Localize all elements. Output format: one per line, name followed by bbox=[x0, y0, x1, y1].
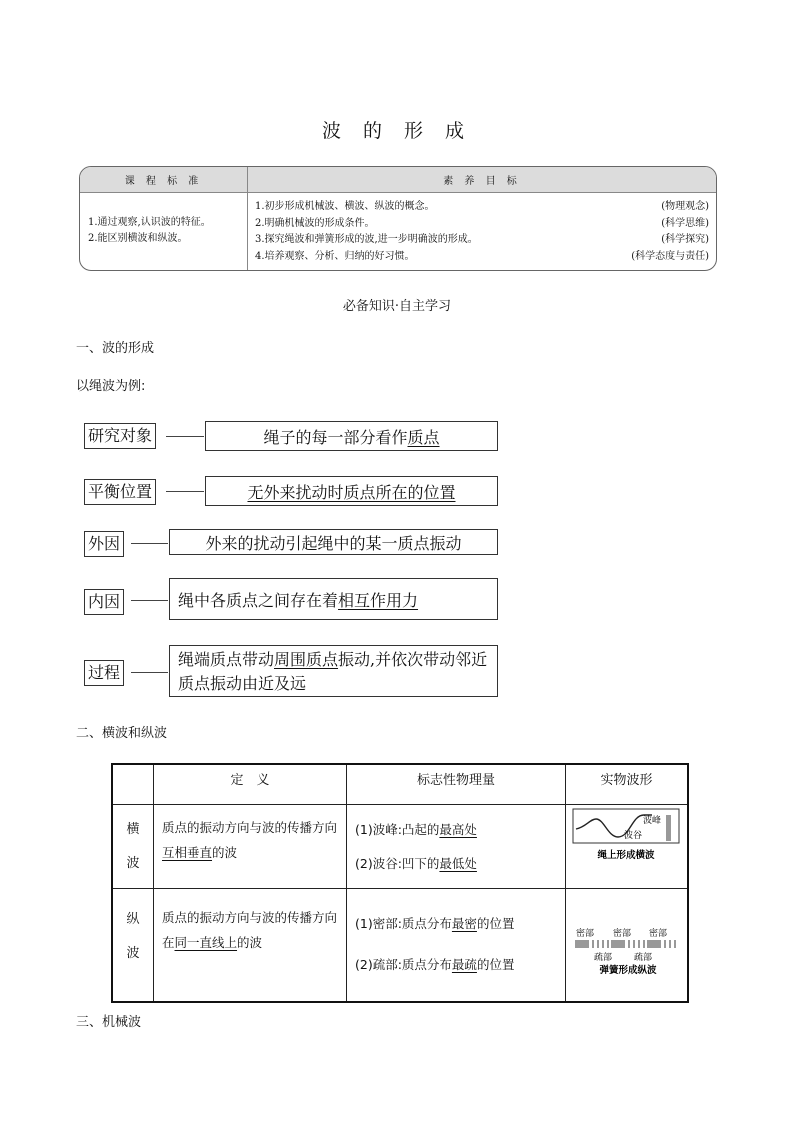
quantity-text: (1)密部:质点分布 bbox=[355, 915, 452, 931]
definition-key: 互相垂直 bbox=[162, 844, 213, 860]
definition-text: 质点的振动方向与波的传播方向在 bbox=[162, 909, 338, 950]
concept-key: 相互作用力 bbox=[338, 590, 419, 610]
concept-text: 绳中各质点之间存在着 bbox=[178, 590, 339, 610]
standards-divider bbox=[247, 167, 248, 270]
concept-tag: 研究对象 bbox=[84, 423, 156, 449]
concept-tag: 平衡位置 bbox=[84, 479, 156, 505]
rope-wave-caption: 绳上形成横波 bbox=[597, 849, 655, 861]
goal-list bbox=[255, 199, 709, 265]
connector-line bbox=[131, 672, 168, 673]
row-label-char: 纵 bbox=[126, 911, 140, 927]
goal-text: 2.明确机械波的形成条件。 bbox=[255, 217, 375, 229]
section-heading-formation: 一、波的形成 bbox=[76, 341, 155, 356]
quantity-text: (2)波谷:凹下的 bbox=[355, 855, 440, 871]
sparse-label: 疏部 bbox=[594, 952, 613, 963]
row-label-char: 波 bbox=[126, 855, 140, 871]
quantity-key: 最疏 bbox=[451, 956, 477, 972]
connector-line bbox=[166, 491, 204, 492]
definition-text: 的波 bbox=[212, 844, 238, 860]
connector-line bbox=[131, 543, 168, 544]
longitudinal-definition bbox=[154, 888, 347, 1002]
definition-text: 质点的振动方向与波的传播方向 bbox=[162, 819, 338, 835]
longitudinal-quantities bbox=[347, 888, 566, 1002]
concept-tag: 外因 bbox=[84, 531, 124, 557]
header-definition: 定 义 bbox=[154, 764, 347, 804]
connector-line bbox=[131, 600, 168, 601]
definition-text: 的波 bbox=[237, 934, 263, 950]
goal-text: 3.探究绳波和弹簧形成的波,进一步明确波的形成。 bbox=[255, 234, 478, 245]
course-item: 1.通过观察,认识波的特征。 bbox=[88, 217, 211, 228]
transverse-definition bbox=[154, 804, 347, 888]
concept-box bbox=[169, 578, 498, 620]
standards-box bbox=[79, 166, 717, 271]
goal-tag: (科学思维) bbox=[661, 217, 709, 229]
literacy-goal-header: 素 养 目 标 bbox=[248, 167, 716, 193]
concept-box bbox=[169, 645, 498, 697]
section-subtitle: 必备知识·自主学习 bbox=[342, 299, 452, 314]
longitudinal-figure-cell bbox=[566, 888, 689, 1002]
goal-item bbox=[255, 232, 709, 249]
dense-label: 密部 bbox=[613, 928, 632, 939]
concept-key: 周围质点 bbox=[274, 650, 339, 669]
spring-coils bbox=[576, 940, 675, 948]
quantity-key: 最高处 bbox=[439, 821, 477, 837]
quantity-text: 的位置 bbox=[476, 915, 515, 931]
concept-key: 质点 bbox=[407, 427, 440, 447]
crest-label: 波峰 bbox=[643, 815, 662, 826]
row-label-char: 波 bbox=[126, 945, 140, 961]
goal-item bbox=[255, 216, 709, 233]
section-heading-wave-types: 二、横波和纵波 bbox=[76, 726, 168, 741]
corner-cell bbox=[112, 764, 154, 804]
header-waveform: 实物波形 bbox=[566, 764, 689, 804]
goal-text: 4.培养观察、分析、归纳的好习惯。 bbox=[255, 250, 415, 262]
quantity-key: 最低处 bbox=[439, 855, 477, 871]
transverse-figure-cell bbox=[566, 804, 689, 888]
concept-box bbox=[205, 421, 498, 451]
quantity-text: (2)疏部:质点分布 bbox=[355, 956, 452, 972]
page-title: 波 的 形 成 bbox=[321, 120, 473, 142]
concept-box bbox=[205, 476, 498, 506]
goal-tag: (物理观念) bbox=[661, 201, 709, 212]
sparse-label: 疏部 bbox=[634, 952, 653, 963]
course-standard-header: 课 程 标 准 bbox=[80, 167, 247, 193]
concept-key: 无外来扰动时质点所在的位置 bbox=[247, 482, 456, 502]
goal-item bbox=[255, 199, 709, 216]
concept-box bbox=[169, 529, 498, 555]
rope-wave-figure bbox=[566, 805, 685, 885]
quantity-text: 的位置 bbox=[476, 956, 515, 972]
goal-tag: (科学探究) bbox=[661, 234, 709, 245]
concept-tag: 过程 bbox=[84, 660, 124, 686]
trough-label: 波谷 bbox=[624, 830, 643, 841]
concept-text: 外来的扰动引起绳中的某一质点振动 bbox=[205, 533, 462, 553]
concept-text: 绳子的每一部分看作 bbox=[263, 427, 408, 447]
spring-wave-figure bbox=[566, 889, 685, 1001]
quantity-key: 最密 bbox=[451, 915, 477, 931]
spring-wave-caption: 弹簧形成纵波 bbox=[599, 964, 657, 976]
concept-text: 振动,并依次带动邻近质点振动由近及远 bbox=[178, 650, 488, 693]
goal-tag: (科学态度与责任) bbox=[631, 250, 709, 262]
concept-tag: 内因 bbox=[84, 589, 124, 615]
row-label-char: 横 bbox=[126, 821, 140, 837]
course-item: 2.能区别横波和纵波。 bbox=[88, 233, 188, 244]
goal-item bbox=[255, 249, 709, 266]
connector-line bbox=[166, 436, 204, 437]
goal-text: 1.初步形成机械波、横波、纵波的概念。 bbox=[255, 201, 435, 212]
row-label-longitudinal bbox=[112, 888, 154, 1002]
row-label-transverse bbox=[112, 804, 154, 888]
wave-type-table bbox=[111, 763, 689, 1003]
section-heading-mechanical-wave: 三、机械波 bbox=[76, 1015, 142, 1030]
transverse-quantities bbox=[347, 804, 566, 888]
rope-wave-intro: 以绳波为例: bbox=[76, 379, 146, 394]
definition-key: 同一直线上 bbox=[174, 934, 238, 950]
concept-text: 绳端质点带动 bbox=[178, 650, 275, 669]
dense-label: 密部 bbox=[576, 928, 595, 939]
course-standard-list bbox=[88, 215, 211, 247]
header-quantity: 标志性物理量 bbox=[347, 764, 566, 804]
quantity-text: (1)波峰:凸起的 bbox=[355, 821, 440, 837]
dense-label: 密部 bbox=[649, 928, 668, 939]
